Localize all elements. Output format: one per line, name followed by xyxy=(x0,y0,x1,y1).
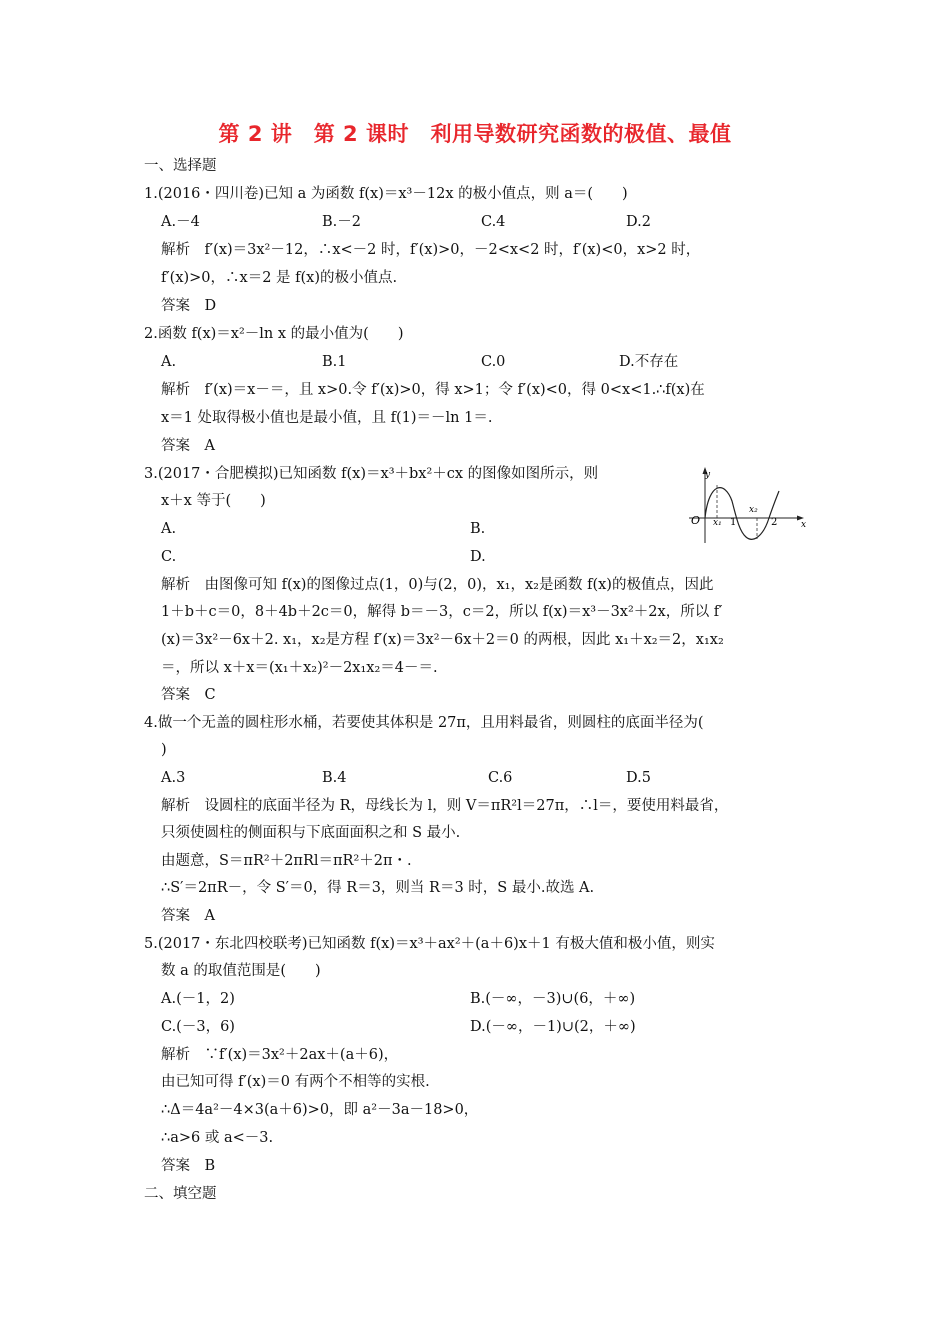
q5-analysis-line: ∴Δ＝4a²－4×3(a＋6)>0，即 a²－3a－18>0， xyxy=(161,1102,479,1118)
question-5-stem: 5.(2017・东北四校联考)已知函数 f(x)＝x³＋ax²＋(a＋6)x＋1 有极大值和极小值，则实 xyxy=(144,936,715,952)
q3-option-b: B. xyxy=(470,521,486,537)
q5-option-b: B.(－∞，－3)∪(6，＋∞) xyxy=(470,991,636,1007)
q4-option-d: D.5 xyxy=(626,770,651,786)
question-3-stem: 3.(2017・合肥模拟)已知函数 f(x)＝x³＋bx²＋cx 的图像如图所示，则 xyxy=(144,466,599,482)
q4-option-b: B.4 xyxy=(322,770,347,786)
question-4-stem: 4.做一个无盖的圆柱形水桶，若要使其体积是 27π，且用料最省，则圆柱的底面半径为( xyxy=(144,715,704,731)
q3-analysis-line: 1＋b＋c＝0，8＋4b＋2c＝0，解得 b＝－3，c＝2，所以 f(x)＝x³－3x²＋2x，所以 f′ xyxy=(161,604,723,620)
q1-option-a: A.－4 xyxy=(161,214,200,230)
q2-answer: 答案 A xyxy=(161,438,215,454)
x2-tick-label: x₂ xyxy=(749,505,758,515)
question-5-stem: 数 a 的取值范围是( ) xyxy=(161,963,321,979)
tick-label-two: 2 xyxy=(771,517,778,528)
function-graph xyxy=(683,461,813,547)
tick-label-one: 1 xyxy=(730,517,737,528)
q1-option-c: C.4 xyxy=(481,214,506,230)
q1-analysis-line: f′(x)>0，∴x＝2 是 f(x)的极小值点. xyxy=(161,270,398,286)
q2-option-d: D.不存在 xyxy=(619,354,679,370)
q4-answer: 答案 A xyxy=(161,908,215,924)
q3-analysis-line: 解析 由图像可知 f(x)的图像过点(1，0)与(2，0)，x₁，x₂是函数 f(x)的极值点，因此 xyxy=(161,577,714,593)
q5-analysis-line: ∴a>6 或 a<－3. xyxy=(161,1130,274,1146)
page-title: 第 2 讲 第 2 课时 利用导数研究函数的极值、最值 xyxy=(218,122,732,146)
q3-analysis-line: (x)＝3x²－6x＋2. x₁，x₂是方程 f′(x)＝3x²－6x＋2＝0 的两根，因此 x₁＋x₂＝2，x₁x₂ xyxy=(161,632,724,648)
x-axis-label: x xyxy=(801,520,807,530)
q5-answer: 答案 B xyxy=(161,1158,216,1174)
origin-label: O xyxy=(691,514,701,527)
q4-analysis-line: ∴S′＝2πR－，令 S′＝0，得 R＝3，则当 R＝3 时，S 最小.故选 A. xyxy=(161,880,595,896)
q3-option-d: D. xyxy=(470,549,486,565)
q2-option-b: B.1 xyxy=(322,354,347,370)
q4-option-c: C.6 xyxy=(488,770,513,786)
q4-option-a: A.3 xyxy=(161,770,186,786)
question-1-stem: 1.(2016・四川卷)已知 a 为函数 f(x)＝x³－12x 的极小值点，则 a＝( ) xyxy=(144,186,628,202)
q1-option-b: B.－2 xyxy=(322,214,361,230)
function-curve xyxy=(705,488,779,540)
q5-option-c: C.(－3，6) xyxy=(161,1019,235,1035)
q3-option-a: A. xyxy=(161,521,177,537)
q2-option-a: A. xyxy=(161,354,177,370)
q5-analysis-line: 解析 ∵f′(x)＝3x²＋2ax＋(a＋6)， xyxy=(161,1047,399,1063)
q3-analysis-line: ＝，所以 x＋x＝(x₁＋x₂)²－2x₁x₂＝4－＝. xyxy=(161,660,438,676)
question-3-stem: x＋x 等于( ) xyxy=(161,493,266,509)
q3-option-c: C. xyxy=(161,549,177,565)
x1-tick-label: x₁ xyxy=(713,518,722,528)
q5-option-d: D.(－∞，－1)∪(2，＋∞) xyxy=(470,1019,636,1035)
q4-analysis-line: 只须使圆柱的侧面积与下底面面积之和 S 最小. xyxy=(161,825,461,841)
q2-analysis-line: x＝1 处取得极小值也是最小值，且 f(1)＝－ln 1＝. xyxy=(161,410,493,426)
q5-option-a: A.(－1，2) xyxy=(161,991,235,1007)
q1-analysis-line: 解析 f′(x)＝3x²－12，∴x<－2 时，f′(x)>0，－2<x<2 时，f′(x)<0，x>2 时， xyxy=(161,242,701,258)
q1-option-d: D.2 xyxy=(626,214,651,230)
section-heading-fill-in: 二、填空题 xyxy=(144,1186,217,1202)
q5-analysis-line: 由已知可得 f′(x)＝0 有两个不相等的实根. xyxy=(161,1074,430,1090)
q2-analysis-line: 解析 f′(x)＝x－＝，且 x>0.令 f′(x)>0，得 x>1；令 f′(x)<0，得 0<x<1.∴f(x)在 xyxy=(161,382,705,398)
q4-analysis-line: 解析 设圆柱的底面半径为 R，母线长为 l，则 V＝πR²l＝27π，∴l＝，要使用料最省， xyxy=(161,798,729,814)
y-axis-label: y xyxy=(705,470,711,480)
q4-analysis-line: 由题意，S＝πR²＋2πRl＝πR²＋2π・. xyxy=(161,853,412,869)
q3-answer: 答案 C xyxy=(161,687,216,703)
q1-answer: 答案 D xyxy=(161,298,217,314)
q2-option-c: C.0 xyxy=(481,354,506,370)
section-heading-choice: 一、选择题 xyxy=(144,158,217,174)
question-4-stem: ) xyxy=(161,742,167,758)
question-2-stem: 2.函数 f(x)＝x²－ln x 的最小值为( ) xyxy=(144,326,404,342)
